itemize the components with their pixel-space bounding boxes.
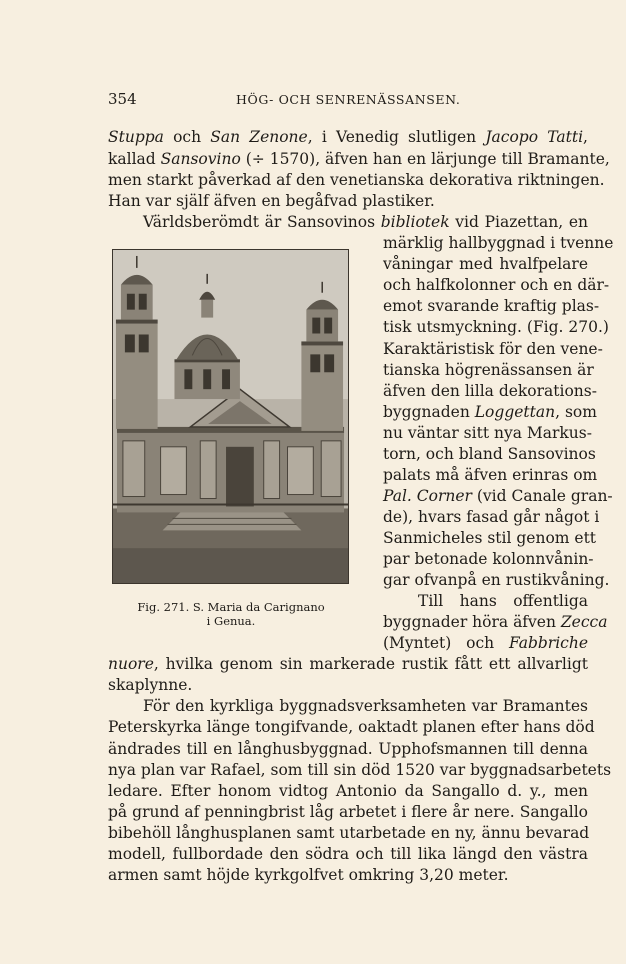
text-run: skaplynne. (108, 676, 193, 694)
text-line (383, 381, 597, 401)
text-run: För den kyrkliga byggnadsverksamheten var Bramantes (143, 697, 588, 715)
text-run: och halfkolonner och en där- (383, 276, 610, 294)
text-line (143, 696, 588, 716)
text-line (383, 296, 600, 316)
text-line (383, 549, 594, 569)
text-run: nu väntar sitt nya Markus- (383, 424, 592, 442)
text-line (383, 633, 588, 653)
church-photograph (112, 249, 349, 584)
text-line (108, 823, 588, 843)
text-run: och (163, 128, 211, 146)
running-title: HÖG- OCH SENRENÄSSANSEN. (236, 92, 461, 107)
text-line (383, 402, 597, 422)
text-line (418, 591, 588, 611)
text-run: byggnaden (383, 403, 475, 421)
text-line (383, 360, 594, 380)
italic-term: Loggettan (474, 403, 556, 421)
text-run: , som (555, 403, 597, 421)
italic-term: Sansovino (160, 150, 241, 168)
text-line (108, 760, 612, 780)
text-line (108, 127, 588, 147)
text-line (108, 739, 588, 759)
text-run: våningar med hvalfpelare (383, 255, 588, 273)
text-line (108, 149, 610, 169)
figure-label: Fig. 271. (137, 600, 190, 614)
text-run: äfven den lilla dekorations- (383, 382, 597, 400)
text-run: men starkt påverkad af den venetianska dekorativa riktningen. (108, 171, 605, 189)
text-run: Peterskyrka länge tongifvande, oaktadt planen efter hans död (108, 718, 595, 736)
text-run: kallad (108, 150, 161, 168)
text-line (383, 612, 608, 632)
text-line (383, 423, 592, 443)
text-run: vid Piazettan, en (449, 213, 588, 231)
text-line (108, 675, 588, 695)
text-run: Han var själf äfven en begåfvad plastiker. (108, 192, 435, 210)
italic-term: San Zenone (210, 128, 308, 146)
text-run: tianska högrenässansen är (383, 361, 594, 379)
page-number: 354 (108, 90, 137, 108)
text-run: par betonade kolonnvånin- (383, 550, 594, 568)
text-line (108, 844, 588, 864)
italic-term: Jacopo Tatti (485, 128, 584, 146)
text-line (108, 654, 588, 674)
text-run: de), hvars fasad går något i (383, 508, 600, 526)
italic-term: Zecca (560, 613, 608, 631)
text-run: märklig hallbyggnad i tvenne (383, 234, 614, 252)
text-run: armen samt höjde kyrkgolfvet omkring 3,20 meter. (108, 866, 509, 884)
text-run: , i Venedig slutligen (307, 128, 486, 146)
text-run: på grund af penningbrist låg arbetet i flere år nere. Sangallo (108, 803, 588, 821)
text-run: , (583, 128, 588, 146)
text-run: byggnader höra äfven (383, 613, 561, 631)
figure-caption (118, 600, 344, 628)
caption-line-1 (118, 600, 344, 614)
text-run: (÷ 1570), äfven han en lärjunge till Bramante, (240, 150, 610, 168)
text-run: modell, fullbordade den södra och till lika längd den västra (108, 845, 588, 863)
church-illustration (113, 250, 348, 583)
text-line (383, 528, 597, 548)
text-line (383, 486, 613, 506)
text-run: gar ofvanpå en rustikvåning. (383, 571, 610, 589)
text-line (383, 254, 588, 274)
text-line (383, 465, 598, 485)
text-run: palats må äfven erinras om (383, 466, 598, 484)
text-line (383, 275, 610, 295)
text-run: Sanmicheles stil genom ett (383, 529, 597, 547)
text-line (108, 191, 588, 211)
caption-line-2: i Genua. (206, 614, 256, 628)
italic-term: Fabbriche (509, 634, 588, 652)
text-run: , hvilka genom sin markerade rustik fått ett allvarligt (153, 655, 588, 673)
text-run: emot svarande kraftig plas- (383, 297, 600, 315)
text-run: tisk utsmyckning. (Fig. 270.) (383, 318, 609, 336)
text-run: nya plan var Rafael, som till sin död 1520 var byggnadsarbetets (108, 761, 612, 779)
text-line (108, 781, 588, 801)
text-line (383, 507, 600, 527)
text-line (383, 339, 603, 359)
text-run: bibehöll långhusplanen samt utarbetade en ny, ännu bevarad (108, 824, 590, 842)
text-run: Karaktäristisk för den vene- (383, 340, 603, 358)
italic-term: Stuppa (108, 128, 164, 146)
text-run: ändrades till en långhusbyggnad. Upphofsmannen till denna (108, 740, 588, 758)
text-run: ledare. Efter honom vidtog Antonio da Sangallo d. y., men (108, 782, 588, 800)
text-run: Till hans offentliga (418, 592, 588, 610)
page-header (108, 90, 618, 110)
text-line (383, 444, 596, 464)
text-run: (vid Canale gran- (471, 487, 613, 505)
text-line (108, 802, 588, 822)
text-line (383, 233, 614, 253)
text-line (108, 717, 595, 737)
text-line (108, 170, 605, 190)
italic-term: bibliotek (380, 213, 450, 231)
italic-term: Pal. Corner (383, 487, 472, 505)
italic-term: nuore (108, 655, 154, 673)
text-line (108, 865, 588, 885)
text-run: (Myntet) och (383, 634, 509, 652)
caption-text: S. Maria da Carignano (192, 600, 325, 614)
text-line (143, 212, 588, 232)
text-run: Världsberömdt är Sansovinos (143, 213, 381, 231)
text-run: torn, och bland Sansovinos (383, 445, 596, 463)
text-line (383, 570, 610, 590)
text-line (383, 317, 609, 337)
